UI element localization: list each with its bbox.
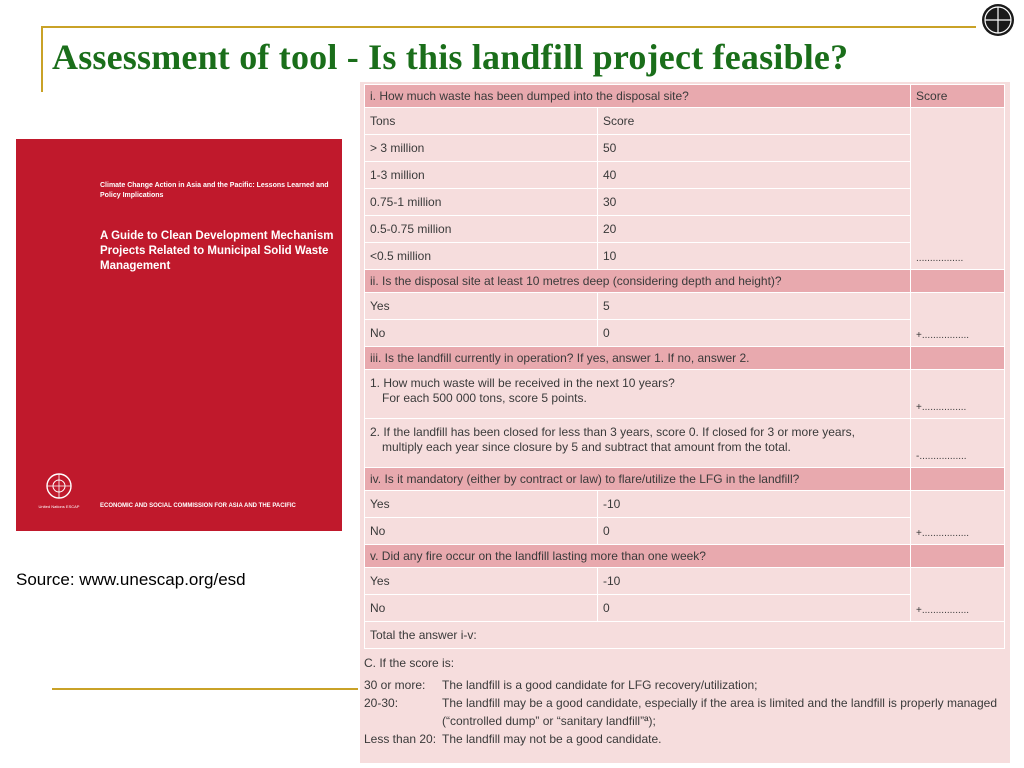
answer-2 <box>365 419 911 468</box>
table-row <box>365 216 1005 243</box>
criteria-text: The landfill is a good candidate for LFG recovery/utilization; <box>442 678 758 692</box>
row-label: 1-3 million <box>365 162 598 189</box>
answer-no: No <box>365 595 598 622</box>
row-label: > 3 million <box>365 135 598 162</box>
answer-no: No <box>365 518 598 545</box>
answer-2-line-2: multiply each year since closure by 5 and subtract that amount from the total. <box>382 440 791 454</box>
question-header-row <box>365 85 1005 108</box>
answer-no: No <box>365 320 598 347</box>
question-1: i. How much waste has been dumped into the disposal site? <box>365 85 911 108</box>
row-score: 30 <box>598 189 911 216</box>
score-blank: +................. <box>911 568 1005 622</box>
answer-2-line-1: 2. If the landfill has been closed for less than 3 years, score 0. If closed for 3 or more years, <box>370 425 855 439</box>
table-row <box>365 189 1005 216</box>
score-blank: +................ <box>911 370 1005 419</box>
answer-yes-score: -10 <box>598 568 911 595</box>
assessment-form <box>360 82 1010 763</box>
criteria-item <box>364 676 1004 694</box>
criteria-heading: C. If the score is: <box>364 656 455 670</box>
table-row <box>365 491 1005 518</box>
question-4: iv. Is it mandatory (either by contract or law) to flare/utilize the LFG in the landfill? <box>365 468 911 491</box>
question-header-row <box>365 545 1005 568</box>
answer-no-score: 0 <box>598 518 911 545</box>
score-header: Score <box>598 108 911 135</box>
book-cover <box>16 139 342 531</box>
answer-yes-score: 5 <box>598 293 911 320</box>
question-header-row <box>365 468 1005 491</box>
question-header-row <box>365 270 1005 293</box>
question-3: iii. Is the landfill currently in operation? If yes, answer 1. If no, answer 2. <box>365 347 911 370</box>
cover-book-title: A Guide to Clean Development Mechanism Projects Related to Municipal Solid Waste Management <box>100 230 334 272</box>
table-row <box>365 135 1005 162</box>
source-citation: Source: www.unescap.org/esd <box>16 570 246 589</box>
slide-title: Assessment of tool - Is this landfill project feasible? <box>52 37 849 77</box>
table-row <box>365 568 1005 595</box>
score-blank: +................. <box>911 491 1005 545</box>
tons-header: Tons <box>365 108 598 135</box>
row-score: 40 <box>598 162 911 189</box>
score-blank: -................. <box>911 419 1005 468</box>
un-label: United Nations ESCAP <box>38 504 80 509</box>
total-label: Total the answer i-v: <box>365 622 1005 649</box>
table-row <box>365 243 1005 270</box>
answer-1-line-2: For each 500 000 tons, score 5 points. <box>382 391 587 405</box>
un-emblem-icon <box>38 471 80 511</box>
row-score: 20 <box>598 216 911 243</box>
score-blank: +................. <box>911 293 1005 347</box>
row-score: 50 <box>598 135 911 162</box>
table-row <box>365 419 1005 468</box>
row-label: 0.5-0.75 million <box>365 216 598 243</box>
criteria-text: The landfill may be a good candidate, especially if the area is limited and the landfill is properly managed (“controlled dump” or “sanitary landfill”ª); <box>442 696 997 728</box>
criteria-item <box>364 694 1004 730</box>
frame-line-vertical <box>41 26 43 92</box>
answer-yes: Yes <box>365 293 598 320</box>
frame-line-horizontal <box>41 26 976 28</box>
table-row <box>365 595 1005 622</box>
question-5: v. Did any fire occur on the landfill lasting more than one week? <box>365 545 911 568</box>
criteria-range: 20-30: <box>364 696 399 710</box>
footer-line <box>52 688 358 690</box>
total-row <box>365 622 1005 649</box>
answer-yes: Yes <box>365 491 598 518</box>
answer-1 <box>365 370 911 419</box>
criteria-range: 30 or more: <box>364 678 426 692</box>
criteria-range: Less than 20: <box>364 732 437 746</box>
row-label: 0.75-1 million <box>365 189 598 216</box>
row-score: 10 <box>598 243 911 270</box>
answer-no-score: 0 <box>598 595 911 622</box>
question-header-row <box>365 347 1005 370</box>
criteria-text: The landfill may not be a good candidate. <box>442 732 662 746</box>
question-2: ii. Is the disposal site at least 10 metres deep (considering depth and height)? <box>365 270 911 293</box>
table-row <box>365 162 1005 189</box>
row-label: <0.5 million <box>365 243 598 270</box>
cover-publisher: ECONOMIC AND SOCIAL COMMISSION FOR ASIA AND THE PACIFIC <box>100 503 296 509</box>
assessment-table <box>364 84 1005 649</box>
organization-logo-icon <box>980 2 1016 38</box>
table-row <box>365 370 1005 419</box>
table-row <box>365 320 1005 347</box>
answer-yes: Yes <box>365 568 598 595</box>
table-row <box>365 518 1005 545</box>
score-blank: ................. <box>911 108 1005 270</box>
score-column-header: Score <box>911 85 1005 108</box>
score-criteria <box>364 654 1004 748</box>
answer-no-score: 0 <box>598 320 911 347</box>
table-row <box>365 108 1005 135</box>
criteria-item <box>364 730 1004 748</box>
cover-series-text: Climate Change Action in Asia and the Pacific: Lessons Learned and Policy Implications <box>100 182 329 199</box>
table-row <box>365 293 1005 320</box>
answer-1-line-1: 1. How much waste will be received in the next 10 years? <box>370 376 675 390</box>
answer-yes-score: -10 <box>598 491 911 518</box>
